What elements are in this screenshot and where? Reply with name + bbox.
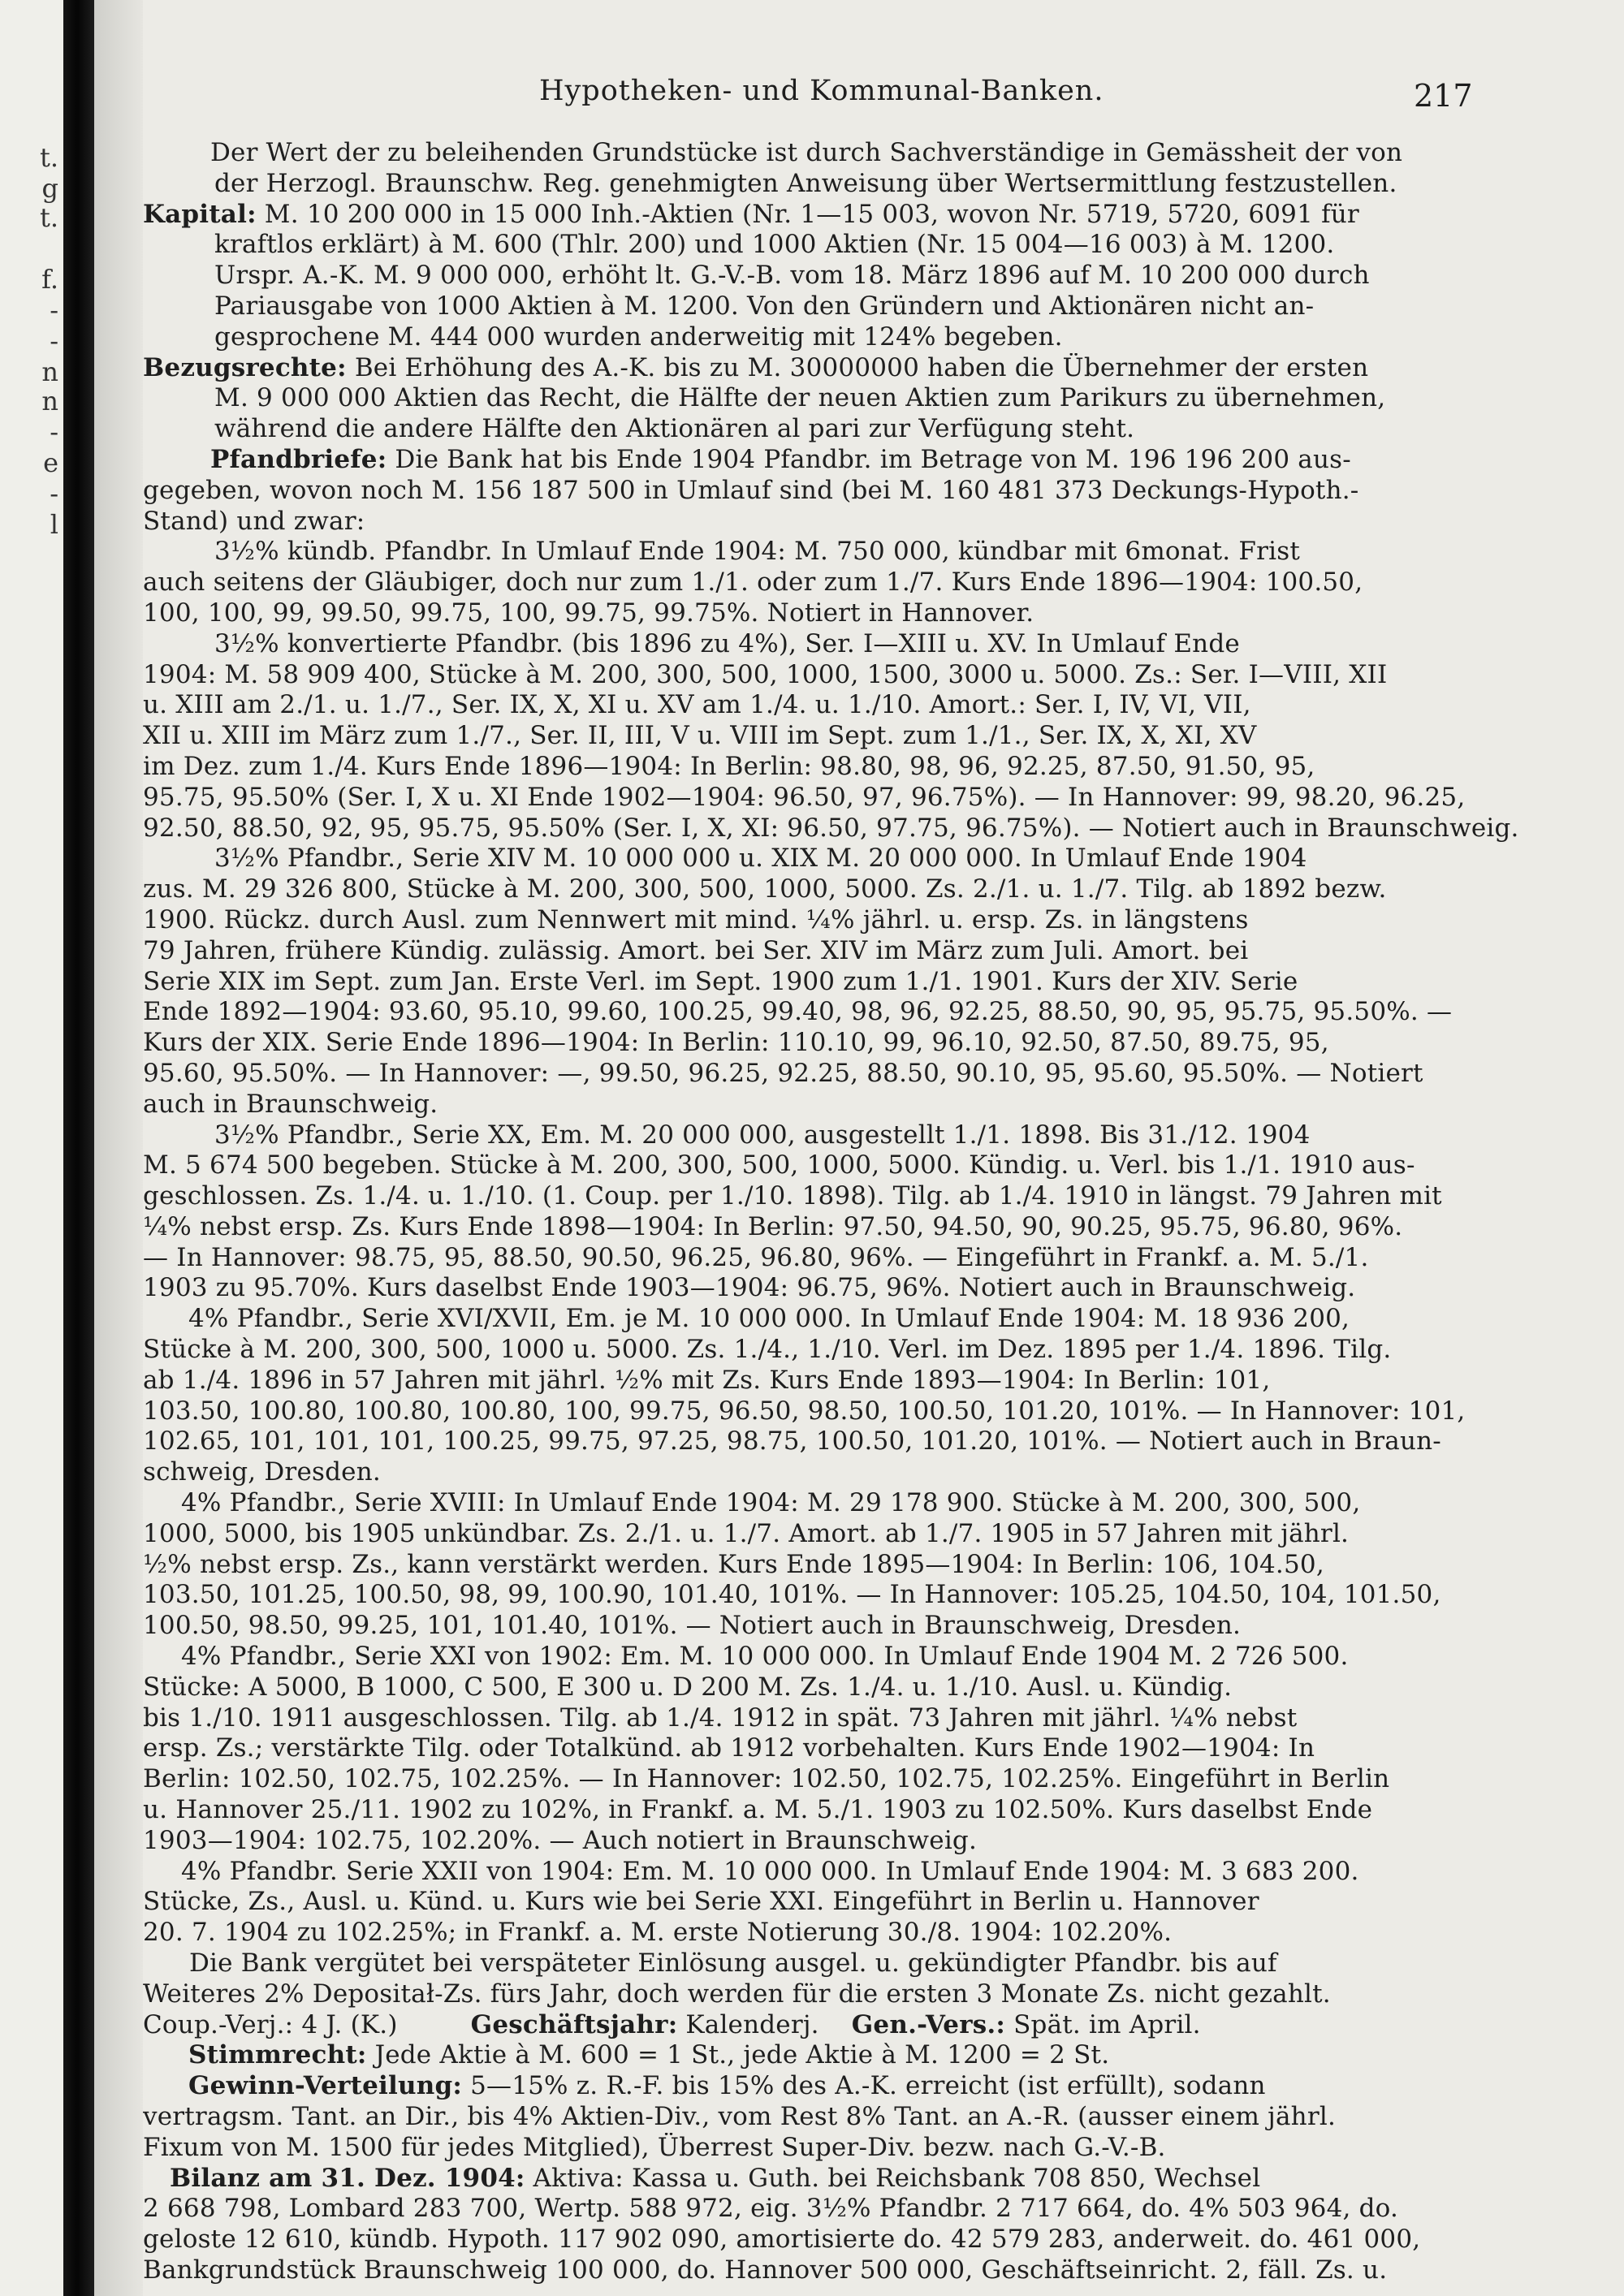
line-text: M. 5 674 500 begeben. Stücke à M. 200, 300, 500, 1000, 5000. Kündig. u. Verl. bis 1./1. 1910 aus- (143, 1150, 1415, 1180)
previous-page-fragment: l (50, 509, 58, 540)
line-text: 4% Pfandbr. Serie XXII von 1904: Em. M. 10 000 000. In Umlauf Ende 1904: M. 3 683 200. (181, 1856, 1359, 1886)
text-line (143, 629, 1611, 660)
document-page (143, 0, 1624, 2296)
line-text: 1903—1904: 102.75, 102.20%. — Auch notiert in Braunschweig. (143, 1825, 978, 1855)
text-line (143, 721, 1611, 752)
text-line (143, 1580, 1611, 1611)
page-number: 217 (1414, 78, 1473, 114)
line-text: ¼% nebst ersp. Zs. Kurs Ende 1898—1904: In Berlin: 97.50, 94.50, 90, 90.25, 95.75, 96.80, 96%. (143, 1211, 1403, 1241)
line-text: auch in Braunschweig. (143, 1089, 438, 1119)
line-text: im Dez. zum 1./4. Kurs Ende 1896—1904: In Berlin: 98.80, 98, 96, 92.25, 87.50, 91.50, 95, (143, 751, 1315, 781)
text-line (143, 783, 1611, 814)
line-text: Urspr. A.-K. M. 9 000 000, erhöht lt. G.-V.-B. vom 18. März 1896 auf M. 10 200 000 durch (214, 261, 1370, 291)
text-line (143, 414, 1611, 445)
text-line (143, 1243, 1611, 1274)
section-heading: Geschäftsjahr: (470, 2009, 678, 2039)
section-heading: Kapital: (143, 199, 257, 229)
line-text: 3½% kündb. Pfandbr. In Umlauf Ende 1904: M. 750 000, kündbar mit 6monat. Frist (214, 537, 1301, 567)
previous-page-fragment: - (50, 416, 58, 447)
line-text: Bankgrundstück Braunschweig 100 000, do. Hannover 500 000, Geschäftseinricht. 2, fäll. Zs. u. (143, 2255, 1388, 2285)
line-text: Fixum von M. 1500 für jedes Mitglied), Überrest Super-Div. bezw. nach G.-V.-B. (143, 2132, 1166, 2162)
text-line (143, 383, 1611, 414)
line-text: zus. M. 29 326 800, Stücke à M. 200, 300, 500, 1000, 5000. Zs. 2./1. u. 1./7. Tilg. ab 1892 bezw. (143, 874, 1387, 904)
line-text: Jede Aktie à M. 600 = 1 St., jede Aktie à M. 1200 = 2 St. (366, 2040, 1110, 2070)
line-text: gesprochene M. 444 000 wurden anderweitig mit 124% begeben. (214, 322, 1063, 352)
section-heading: Stimmrecht: (188, 2040, 367, 2070)
text-line (143, 322, 1611, 353)
text-line (143, 2102, 1611, 2133)
line-text: 4% Pfandbr., Serie XXI von 1902: Em. M. 10 000 000. In Umlauf Ende 1904 M. 2 726 500. (181, 1642, 1349, 1672)
previous-page-fragment: n (41, 356, 58, 387)
line-text: u. XIII am 2./1. u. 1./7., Ser. IX, X, XI u. XV am 1./4. u. 1./10. Amort.: Ser. I, IV, VI, VII, (143, 690, 1251, 720)
line-text: schweig, Dresden. (143, 1457, 381, 1487)
previous-page-edge (0, 0, 63, 2296)
line-text: auch seitens der Gläubiger, doch nur zum 1./1. oder zum 1./7. Kurs Ende 1896—1904: 100.50, (143, 568, 1363, 598)
text-line (143, 445, 1611, 476)
text-line (143, 230, 1611, 261)
running-head: Hypotheken- und Kommunal-Banken. (539, 75, 1104, 107)
text-line (143, 1028, 1611, 1059)
line-text: 3½% Pfandbr., Serie XIV M. 10 000 000 u. XIX M. 20 000 000. In Umlauf Ende 1904 (214, 844, 1307, 874)
line-text: 1900. Rückz. durch Ausl. zum Nennwert mit mind. ¼% jährl. u. ersp. Zs. in längstens (143, 904, 1249, 934)
section-heading: Pfandbriefe: (210, 444, 387, 474)
line-text: 4% Pfandbr., Serie XVI/XVII, Em. je M. 10 000 000. In Umlauf Ende 1904: M. 18 936 200, (188, 1304, 1350, 1334)
text-line (143, 2194, 1611, 2225)
text-line (143, 1457, 1611, 1488)
text-line (143, 537, 1611, 568)
line-text: ab 1./4. 1896 in 57 Jahren mit jährl. ½% mit Zs. Kurs Ende 1893—1904: In Berlin: 101, (143, 1365, 1271, 1395)
line-text: 3½% Pfandbr., Serie XX, Em. M. 20 000 000, ausgestellt 1./1. 1898. Bis 31./12. 1904 (214, 1120, 1311, 1150)
line-text: Stücke, Zs., Ausl. u. Künd. u. Kurs wie bei Serie XXI. Eingeführt in Berlin u. Hannover (143, 1887, 1259, 1917)
line-text: Die Bank vergütet bei verspäteter Einlösung ausgel. u. gekündigter Pfandbr. bis auf (189, 1949, 1277, 1979)
line-text: 1000, 5000, bis 1905 unkündbar. Zs. 2./1. u. 1./7. Amort. ab 1./7. 1905 in 57 Jahren mit jährl. (143, 1518, 1350, 1548)
line-text: Bei Erhöhung des A.-K. bis zu M. 30000000 haben die Übernehmer der ersten (346, 352, 1369, 382)
line-text: 5—15% z. R.-F. bis 15% des A.-K. erreicht (ist erfüllt), sodann (462, 2071, 1266, 2101)
line-text: 3½% konvertierte Pfandbr. (bis 1896 zu 4%), Ser. I—XIII u. XV. In Umlauf Ende (214, 628, 1240, 658)
text-line (143, 1733, 1611, 1764)
line-text: Kurs der XIX. Serie Ende 1896—1904: In Berlin: 110.10, 99, 96.10, 92.50, 87.50, 89.75, 95, (143, 1028, 1329, 1058)
text-line (143, 169, 1611, 200)
line-text: 103.50, 100.80, 100.80, 100.80, 100, 99.75, 96.50, 98.50, 100.50, 101.20, 101%. — In Hannover: 101, (143, 1396, 1466, 1426)
text-line (143, 660, 1611, 691)
text-line (143, 568, 1611, 598)
text-line (143, 476, 1611, 507)
line-text: Ende 1892—1904: 93.60, 95.10, 99.60, 100.25, 99.40, 98, 96, 92.25, 88.50, 90, 95, 95.75, 95.50%. — (143, 997, 1453, 1027)
line-text: 79 Jahren, frühere Kündig. zulässig. Amort. bei Ser. XIV im März zum Juli. Amort. bei (143, 935, 1249, 965)
text-line (143, 353, 1611, 384)
line-text: Kalenderj. (677, 2009, 819, 2039)
line-text: Serie XIX im Sept. zum Jan. Erste Verl. im Sept. 1900 zum 1./1. 1901. Kurs der XIV. Serie (143, 966, 1298, 996)
line-text: Berlin: 102.50, 102.75, 102.25%. — In Hannover: 102.50, 102.75, 102.25%. Eingeführt in Berlin (143, 1764, 1390, 1794)
text-line (143, 1335, 1611, 1366)
text-line (143, 1273, 1611, 1304)
line-text: 1904: M. 58 909 400, Stücke à M. 200, 300, 500, 1000, 1500, 3000 u. 5000. Zs.: Ser. I—VIII, XII (143, 659, 1388, 689)
line-text: Stücke à M. 200, 300, 500, 1000 u. 5000. Zs. 1./4., 1./10. Verl. im Dez. 1895 per 1./4. 1896. Tilg. (143, 1335, 1392, 1365)
line-text: 100.50, 98.50, 99.25, 101, 101.40, 101%. — Notiert auch in Braunschweig, Dresden. (143, 1611, 1242, 1641)
line-text: Weiteres 2% Depositał-Zs. fürs Jahr, doch werden für die ersten 3 Monate Zs. nicht gezahlt. (143, 1979, 1331, 2009)
line-text: 95.75, 95.50% (Ser. I, X u. XI Ende 1902—1904: 96.50, 97, 96.75%). — In Hannover: 99, 98.20, 96.25, (143, 782, 1466, 812)
text-line (143, 1366, 1611, 1396)
text-line (143, 1181, 1611, 1212)
text-line (143, 690, 1611, 721)
text-line (143, 291, 1611, 322)
line-text: 92.50, 88.50, 92, 95, 95.75, 95.50% (Ser. I, X, XI: 96.50, 97.75, 96.75%). — Notiert auch in Braunschweig. (143, 813, 1519, 843)
line-text: 4% Pfandbr., Serie XVIII: In Umlauf Ende 1904: M. 29 178 900. Stücke à M. 200, 300, 500, (181, 1488, 1361, 1518)
previous-page-fragment: g (41, 173, 58, 204)
text-line (143, 2040, 1611, 2071)
previous-page-fragment: f. (41, 264, 58, 295)
line-text: Stand) und zwar: (143, 506, 365, 536)
text-line (143, 2164, 1611, 2195)
line-text: 100, 100, 99, 99.50, 99.75, 100, 99.75, 99.75%. Notiert in Hannover. (143, 598, 1034, 628)
text-line (143, 1396, 1611, 1427)
previous-page-fragment: - (50, 326, 58, 356)
text-line (143, 874, 1611, 905)
line-text: 2 668 798, Lombard 283 700, Wertp. 588 972, eig. 3½% Pfandbr. 2 717 664, do. 4% 503 964, do. (143, 2194, 1399, 2224)
text-line (143, 1826, 1611, 1857)
line-text: vertragsm. Tant. an Dir., bis 4% Aktien-Div., vom Rest 8% Tant. an A.-R. (ausser einem jährl. (143, 2102, 1337, 2131)
text-line (143, 1611, 1611, 1642)
body-text (143, 138, 1611, 2286)
line-text: Der Wert der zu beleihenden Grundstücke ist durch Sachverständige in Gemässheit der von (210, 138, 1403, 167)
text-line (143, 814, 1611, 844)
text-line (143, 967, 1611, 998)
line-text: M. 10 200 000 in 15 000 Inh.-Aktien (Nr. 1—15 003, wovon Nr. 5719, 5720, 6091 für (256, 199, 1359, 229)
previous-page-fragment: e (43, 447, 58, 478)
book-spine (63, 0, 94, 2296)
text-line (143, 1120, 1611, 1151)
text-line (143, 997, 1611, 1028)
section-heading: Gewinn-Verteilung: (188, 2071, 463, 2101)
previous-page-fragment: n (41, 386, 58, 416)
line-text: Coup.-Verj.: 4 J. (K.) (143, 2009, 398, 2039)
text-line (143, 1426, 1611, 1457)
line-text: 95.60, 95.50%. — In Hannover: —, 99.50, 96.25, 92.25, 88.50, 90.10, 95, 95.60, 95.50%. — Notiert (143, 1058, 1423, 1088)
page-gutter (94, 0, 143, 2296)
text-line (143, 200, 1611, 231)
previous-page-fragment: t. (39, 202, 58, 233)
section-heading: Gen.-Vers.: (851, 2009, 1006, 2039)
line-text: gegeben, wovon noch M. 156 187 500 in Umlauf sind (bei M. 160 481 373 Deckungs-Hypoth.- (143, 475, 1359, 505)
text-line (143, 1857, 1611, 1888)
text-line (143, 2255, 1611, 2286)
line-text: Die Bank hat bis Ende 1904 Pfandbr. im Betrage von M. 196 196 200 aus- (387, 444, 1351, 474)
line-text: Aktiva: Kassa u. Guth. bei Reichsbank 708 850, Wechsel (525, 2163, 1261, 2193)
previous-page-fragment: - (50, 478, 58, 509)
text-line (143, 598, 1611, 629)
text-line (143, 2133, 1611, 2164)
text-line (143, 2071, 1611, 2102)
line-text: M. 9 000 000 Aktien das Recht, die Hälfte der neuen Aktien zum Parikurs zu übernehmen, (214, 383, 1386, 413)
line-text: 103.50, 101.25, 100.50, 98, 99, 100.90, 101.40, 101%. — In Hannover: 105.25, 104.50, 104, 101.50, (143, 1580, 1441, 1610)
line-text: geloste 12 610, kündb. Hypoth. 117 902 090, amortisierte do. 42 579 283, anderweit. do. 461 000, (143, 2225, 1421, 2255)
text-line (143, 1672, 1611, 1703)
text-line (143, 138, 1611, 169)
text-line (143, 1764, 1611, 1795)
text-line (143, 1979, 1611, 2010)
line-text: kraftlos erklärt) à M. 600 (Thlr. 200) und 1000 Aktien (Nr. 15 004—16 003) à M. 1200. (214, 230, 1335, 260)
line-text: 1903 zu 95.70%. Kurs daselbst Ende 1903—1904: 96.75, 96%. Notiert auch in Braunschweig. (143, 1273, 1356, 1303)
text-line (143, 2225, 1611, 2255)
text-line (143, 1795, 1611, 1826)
line-text: ½% nebst ersp. Zs., kann verstärkt werden. Kurs Ende 1895—1904: In Berlin: 106, 104.50, (143, 1549, 1324, 1579)
text-line (143, 1519, 1611, 1550)
line-text: ersp. Zs.; verstärkte Tilg. oder Totalkünd. ab 1912 vorbehalten. Kurs Ende 1902—1904: In (143, 1733, 1315, 1763)
section-heading: Bilanz am 31. Dez. 1904: (170, 2163, 525, 2193)
previous-page-fragment: - (50, 295, 58, 326)
line-text: Pariausgabe von 1000 Aktien à M. 1200. Von den Gründern und Aktionären nicht an- (214, 291, 1315, 321)
line-text: Spät. im April. (1005, 2009, 1201, 2039)
text-line (143, 936, 1611, 967)
text-line (143, 1090, 1611, 1120)
text-line (143, 507, 1611, 537)
line-text: der Herzogl. Braunschw. Reg. genehmigten Anweisung über Wertsermittlung festzustellen. (214, 168, 1397, 198)
text-line (143, 1212, 1611, 1243)
previous-page-fragment: t. (39, 142, 58, 173)
text-line (143, 752, 1611, 783)
line-text: 20. 7. 1904 zu 102.25%; in Frankf. a. M. erste Notierung 30./8. 1904: 102.20%. (143, 1918, 1173, 1948)
line-text: bis 1./10. 1911 ausgeschlossen. Tilg. ab 1./4. 1912 in spät. 73 Jahren mit jährl. ¼% nebst (143, 1703, 1298, 1733)
text-line (143, 1150, 1611, 1181)
text-line (143, 1059, 1611, 1090)
line-text: — In Hannover: 98.75, 95, 88.50, 90.50, 96.25, 96.80, 96%. — Eingeführt in Frankf. a. M. 5./1. (143, 1242, 1369, 1272)
text-line (143, 905, 1611, 936)
text-line (143, 2010, 1611, 2041)
section-heading: Bezugsrechte: (143, 352, 347, 382)
line-text: 102.65, 101, 101, 101, 100.25, 99.75, 97.25, 98.75, 100.50, 101.20, 101%. — Notiert auch in Braun- (143, 1426, 1441, 1457)
text-line (143, 1304, 1611, 1335)
text-line (143, 261, 1611, 291)
line-text: während die andere Hälfte den Aktionären al pari zur Verfügung steht. (214, 414, 1135, 444)
text-line (143, 1918, 1611, 1949)
text-line (143, 1642, 1611, 1672)
text-line (143, 1488, 1611, 1519)
line-text: u. Hannover 25./11. 1902 zu 102%, in Frankf. a. M. 5./1. 1903 zu 102.50%. Kurs daselbst Ende (143, 1795, 1373, 1825)
line-text: XII u. XIII im März zum 1./7., Ser. II, III, V u. VIII im Sept. zum 1./1., Ser. IX, X, XI, XV (143, 721, 1257, 751)
text-line (143, 1550, 1611, 1581)
text-line (143, 844, 1611, 874)
text-line (143, 1703, 1611, 1734)
line-text: Stücke: A 5000, B 1000, C 500, E 300 u. D 200 M. Zs. 1./4. u. 1./10. Ausl. u. Kündig. (143, 1672, 1233, 1702)
text-line (143, 1887, 1611, 1918)
text-line (143, 1949, 1611, 1979)
line-text: geschlossen. Zs. 1./4. u. 1./10. (1. Coup. per 1./10. 1898). Tilg. ab 1./4. 1910 in längst. 79 Jahren mit (143, 1181, 1442, 1211)
